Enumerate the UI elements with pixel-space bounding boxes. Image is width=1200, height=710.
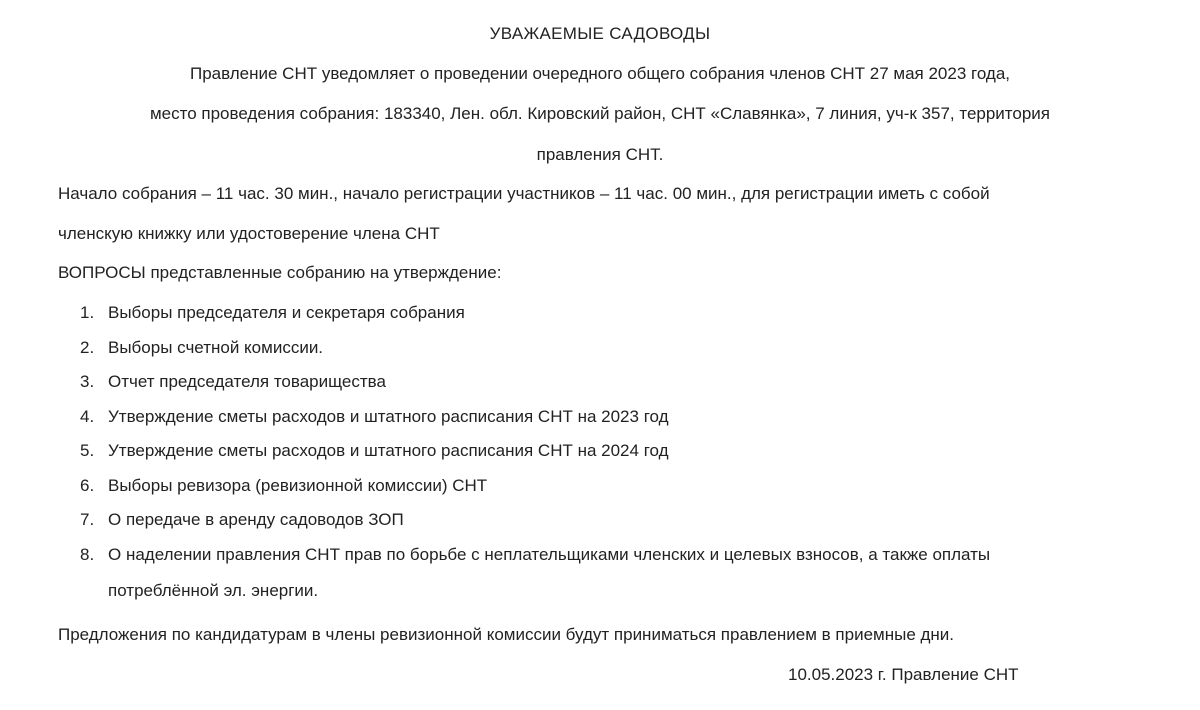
meeting-start-line-2: членскую книжку или удостоверение члена СНТ [58, 224, 440, 243]
meeting-notice: Правление СНТ уведомляет о проведении очередного общего собрания членов СНТ 27 мая 2023 года, [189, 64, 1011, 83]
proposals-note: Предложения по кандидатурам в члены ревизионной комиссии будут приниматься правлением в приемные дни. [58, 625, 955, 644]
meeting-place-line-2: правления СНТ. [536, 145, 664, 164]
agenda-item-text: Выборы председателя и секретаря собрания [108, 303, 465, 322]
agenda-item-number: 8. [80, 544, 95, 564]
agenda-item-text-continued: потреблённой эл. энергии. [108, 580, 319, 600]
meeting-start-line-1: Начало собрания – 11 час. 30 мин., начало регистрации участников – 11 час. 00 мин., для регистрации иметь с собой [58, 184, 990, 203]
signature-line: 10.05.2023 г. Правление СНТ [788, 665, 1019, 684]
agenda-item-number: 7. [80, 510, 95, 529]
agenda-item-text: О наделении правления СНТ прав по борьбе с неплательщиками членских и целевых взносов, а также оплаты [108, 544, 991, 564]
agenda-item-text: Выборы счетной комиссии. [108, 337, 324, 357]
agenda-item-text: О передаче в аренду садоводов ЗОП [108, 510, 404, 529]
agenda-item-text: Отчет председателя товарищества [108, 372, 386, 391]
meeting-place-line-1: место проведения собрания: 183340, Лен. обл. Кировский район, СНТ «Славянка», 7 линия, уч-к 357, территория [149, 104, 1051, 123]
agenda-item-text: Утверждение сметы расходов и штатного расписания СНТ на 2024 год [108, 441, 669, 460]
agenda-item-number: 5. [80, 441, 95, 460]
agenda-item-number: 2. [80, 337, 95, 357]
page-title: УВАЖАЕМЫЕ САДОВОДЫ [489, 24, 711, 43]
agenda-item-text: Выборы ревизора (ревизионной комиссии) СНТ [108, 475, 488, 495]
agenda-item-text: Утверждение сметы расходов и штатного расписания СНТ на 2023 год [108, 406, 669, 426]
agenda-item-number: 6. [80, 475, 95, 495]
questions-heading: ВОПРОСЫ представленные собранию на утверждение: [58, 263, 502, 282]
agenda-item-number: 1. [80, 303, 95, 322]
agenda-item-number: 3. [80, 372, 95, 391]
agenda-item-number: 4. [80, 406, 95, 426]
